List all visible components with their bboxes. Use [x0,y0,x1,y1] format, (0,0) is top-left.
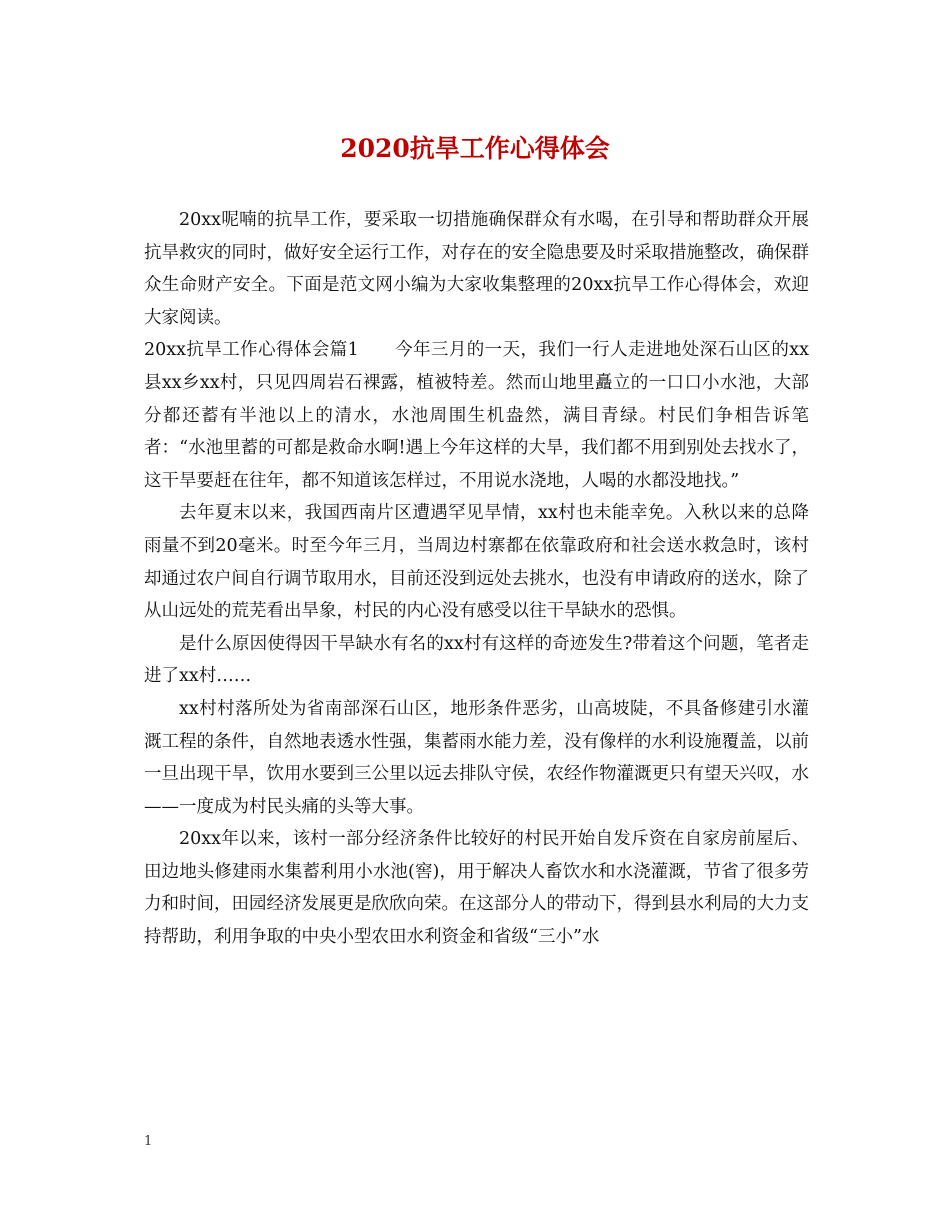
document-title: 2020抗旱工作心得体会 [340,134,610,163]
document-body [144,204,809,954]
paragraph-drought: 去年夏末以来，我国西南片区遭遇罕见旱情，xx村也未能幸免。入秋以来的总降雨量不到20毫米。时至今年三月，当周边村寨都在依靠政府和社会送水救急时，该村却通过农户间自行调节取用水，目前还没到远处去挑水，也没有申请政府的送水，除了从山远处的荒芜看出旱象，村民的内心没有感受以往干旱缺水的恐惧。 [144,503,809,622]
paragraph-intro: 20xx呢喃的抗旱工作，要采取一切措施确保群众有水喝，在引导和帮助群众开展抗旱救灾的同时，做好安全运行工作，对存在的安全隐患要及时采取措施整改，确保群众生命财产安全。下面是范文网小编为大家收集整理的20xx抗旱工作心得体会，欢迎大家阅读。 [144,210,809,328]
page-number: 1 [144,1134,153,1149]
paragraph-history: 20xx年以来，该村一部分经济条件比较好的村民开始自发斥资在自家房前屋后、田边地头修建雨水集蓄利用小水池(窖)，用于解决人畜饮水和水浇灌溉，节省了很多劳力和时间，田园经济发展更是欣欣向荣。在这部分人的带动下，得到县水利局的大力支持帮助，利用争取的中央小型农田水利资金和省级“三小”水 [144,829,809,948]
paragraph-village: xx村村落所处为省南部深石山区，地形条件恶劣，山高坡陡，不具备修建引水灌溉工程的条件，自然地表透水性强，集蓄雨水能力差，没有像样的水利设施覆盖，以前一旦出现干旱，饮用水要到三公里以远去排队守侯，农经作物灌溉更只有望天兴叹，水——一度成为村民头痛的头等大事。 [144,698,809,817]
paragraph-question: 是什么原因使得因干旱缺水有名的xx村有这样的奇迹发生?带着这个问题，笔者走进了xx村…… [144,633,809,687]
paragraph-section-1: 20xx抗旱工作心得体会篇1 今年三月的一天，我们一行人走进地处深石山区的xx县xx乡xx村，只见四周岩石裸露，植被特差。然而山地里矗立的一口口小水池，大部分都还蓄有半池以上的清水，水池周围生机盎然，满目青绿。村民们争相告诉笔者：“水池里蓄的可都是救命水啊!遇上今年这样的大旱，我们都不用到别处去找水了，这干旱要赶在往年，都不知道该怎样过，不用说水浇地，人喝的水都没地找。” [144,340,809,491]
